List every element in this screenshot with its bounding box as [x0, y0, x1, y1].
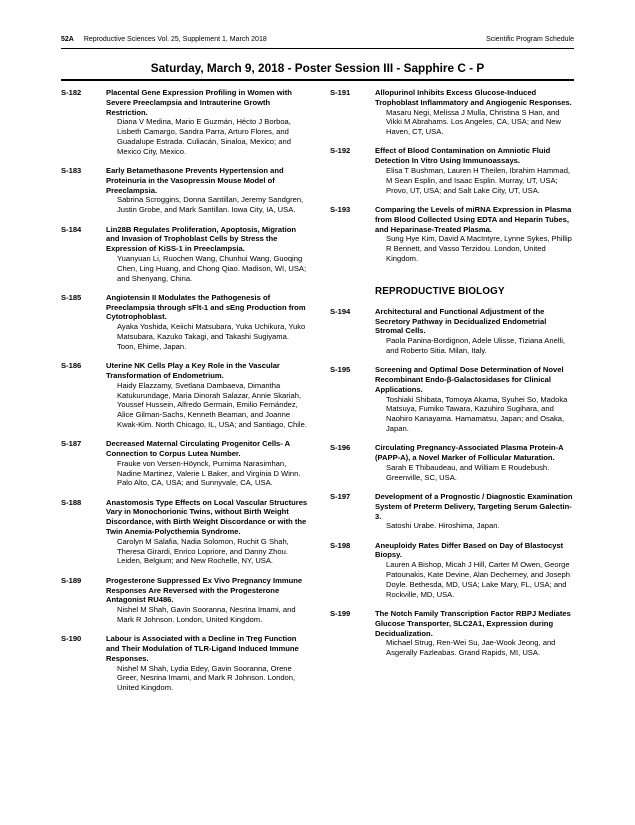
abstract-authors: Carolyn M Salafia, Nadia Solomon, Ruchit G Shah, Theresa Girardi, Enrico Lopriore, and Danny Zhou. Leiden, Belgium; and New Rochelle, NY, USA.	[117, 536, 289, 566]
abstract-entry	[330, 205, 575, 264]
abstract-id: S-183	[61, 166, 82, 176]
abstract-title: Decreased Maternal Circulating Progenitor Cells- A Connection to Corpus Lutea Number.	[106, 439, 290, 458]
abstract-id: S-191	[330, 88, 351, 97]
abstract-title: Effect of Blood Contamination on Amniotic Fluid Detection In Vitro Using Immunoassays.	[375, 146, 551, 166]
abstract-entry	[330, 88, 575, 137]
abstract-title: Uterine NK Cells Play a Key Role in the Vascular Transformation of Endometrium.	[106, 361, 280, 380]
section-name: Scientific Program Schedule	[486, 36, 574, 43]
abstract-authors: Elisa T Bushman, Lauren H Theilen, Ibrahim Hammad, M Sean Esplin, and Isaac Esplin. Murray, UT, USA; Provo, UT, USA; and Salt Lake City, UT, USA.	[386, 166, 571, 195]
abstract-entry	[330, 541, 575, 600]
abstract-id: S-188	[61, 497, 82, 507]
abstract-entry	[61, 88, 309, 157]
abstract-id: S-192	[330, 146, 351, 156]
abstract-id: S-190	[61, 634, 82, 644]
abstract-entry	[61, 576, 309, 625]
abstract-entry	[330, 365, 575, 434]
abstract-authors: Paola Panina-Bordignon, Adele Ulisse, Tiziana Anelli, and Roberto Sitia. Milan, Italy.	[386, 336, 565, 355]
abstract-title: Placental Gene Expression Profiling in Women with Severe Preeclampsia and Intrauterine Growth Restriction.	[106, 88, 292, 117]
running-header	[61, 36, 574, 43]
title-rule	[61, 79, 574, 81]
abstract-id: S-194	[330, 306, 351, 316]
abstract-authors: Frauke von Versen-Höynck, Purnima Narasimhan, Nadine Martinez, Valerie L Baker, and Virginia D Winn. Palo Alto, CA, USA; and Sunnyvale, CA, USA.	[117, 458, 301, 488]
section-heading: REPRODUCTIVE BIOLOGY	[375, 285, 505, 297]
abstract-title: The Notch Family Transcription Factor RBPJ Mediates Glucose Transporter, SLC2A1, Expression during Decidualization.	[375, 608, 571, 638]
abstract-authors: Nishel M Shah, Gavin Sooranna, Nesrina Imami, and Mark R Johnson. London, United Kingdom.	[117, 605, 296, 624]
right-column	[330, 88, 575, 667]
abstract-title: Circulating Pregnancy-Associated Plasma Protein-A (PAPP-A), a Novel Marker of Follicular Maturation.	[375, 443, 564, 463]
abstract-authors: Haidy Elazzamy, Svetlana Dambaeva, Dimantha Katukurundage, Maria Dinorah Salazar, Annie Skariah, Youssef Hussein, Alfredo Germain, Emilio Fernández, Alice Gilman-Sachs, Kenneth Beaman, and Joanne Kwak-Kim. North Chicago, IL, USA; and Santiago, Chile.	[117, 380, 307, 429]
abstract-title: Comparing the Levels of miRNA Expression in Plasma from Blood Collected Using EDTA and Heparin Tubes, and Heparinase-Treated Plasma.	[375, 204, 572, 234]
abstract-id: S-189	[61, 575, 82, 585]
abstract-title: Aneuploidy Rates Differ Based on Day of Blastocyst Biopsy.	[375, 540, 564, 560]
abstract-authors: Sarah E Thibaudeau, and William E Roudebush. Greenville, SC, USA.	[386, 462, 550, 482]
left-column	[61, 88, 309, 703]
abstract-entry	[61, 225, 309, 284]
abstract-authors: Sung Hye Kim, David A MacIntyre, Lynne Sykes, Phillip R Bennett, and Vasso Terzidou. London, United Kingdom.	[386, 234, 572, 263]
abstract-id: S-193	[330, 204, 351, 214]
header-rule	[61, 48, 574, 49]
abstract-authors: Michael Strug, Ren-Wei Su, Jae-Wook Jeong, and Asgerally Fazleabas. Grand Rapids, MI, USA.	[386, 638, 556, 658]
abstract-authors: Diana V Medina, Mario E Guzmán, Hécto J Borboa, Lisbeth Camargo, Sandra Parra, Arturo Flores, and Guadalupe Estrada. Culiacán, Sinaloa, Mexico; and Mexico City, Mexico.	[117, 117, 291, 156]
abstract-id: S-197	[330, 492, 351, 501]
abstract-entry	[330, 146, 575, 195]
abstract-entry	[330, 307, 575, 356]
abstract-entry	[330, 443, 575, 482]
abstract-title: Early Betamethasone Prevents Hypertension and Proteinuria in the Vasopressin Mouse Model of Preeclampsia.	[106, 166, 284, 195]
abstract-id: S-187	[61, 439, 82, 449]
abstract-title: Allopurinol Inhibits Excess Glucose-Induced Trophoblast Inflammatory and Angiogenic Responses.	[375, 88, 572, 107]
abstract-title: Progesterone Suppressed Ex Vivo Pregnancy Immune Responses Are Reversed with the Progesterone Antagonist RU486.	[106, 575, 303, 605]
abstract-entry	[330, 609, 575, 658]
abstract-authors: Lauren A Bishop, Micah J Hill, Carter M Owen, George Patounakis, Kate Devine, Alan Decherney, and Joseph Doyle. Bethesda, MD, USA; Lake Mary, FL, USA; and Rockville, MD, USA.	[386, 560, 570, 599]
abstract-entry	[61, 634, 309, 693]
abstract-id: S-185	[61, 292, 82, 302]
abstract-title: Labour is Associated with a Decline in Treg Function and Their Modulation of TLR-Ligand Induced Immune Responses.	[106, 634, 299, 663]
abstract-authors: Satoshi Urabe. Hiroshima, Japan.	[386, 521, 500, 531]
abstract-title: Architectural and Functional Adjustment of the Secretory Pathway in Decidualized Endometrial Stromal Cells.	[375, 306, 547, 336]
abstract-title: Anastomosis Type Effects on Local Vascular Structures Vary in Monochorionic Twins, without Birth Weight Discordance, with Birth Weight Discordance or with the Twin Anemia-Polycthemia Syndrome.	[106, 497, 308, 537]
abstract-entry	[61, 361, 309, 430]
abstract-id: S-182	[61, 88, 82, 97]
abstract-title: Lin28B Regulates Proliferation, Apoptosis, Migration and Invasion of Trophoblast Cells by Stress the Expression of KiSS-1 in Preeclampsia.	[106, 224, 297, 254]
session-title: Saturday, March 9, 2018 - Poster Session III - Sapphire C - P	[150, 61, 485, 75]
abstract-id: S-195	[330, 365, 351, 375]
abstract-entry	[61, 166, 309, 215]
journal-citation: Reproductive Sciences Vol. 25, Supplement 1, March 2018	[83, 36, 267, 43]
abstract-id: S-196	[330, 443, 351, 453]
abstract-entry	[61, 293, 309, 352]
abstract-title: Screening and Optimal Dose Determination of Novel Recombinant Endo-β-Galactosidases for Clinical Applications.	[375, 365, 564, 394]
page-number: 52A	[61, 36, 74, 43]
abstract-authors: Sabrina Scroggins, Donna Santillan, Jeremy Sandgren, Justin Grobe, and Mark Santillan. Iowa City, IA, USA.	[117, 195, 304, 215]
abstract-id: S-184	[61, 224, 82, 234]
abstract-title: Angiotensin II Modulates the Pathogenesis of Preeclampsia through sFlt-1 and sEng Production from Cytotrophoblast.	[106, 292, 306, 322]
abstract-authors: Ayaka Yoshida, Keiichi Matsubara, Yuka Uchikura, Yuko Matsubara, Kazuko Takagi, and Takashi Sugiyama. Toon, Ehime, Japan.	[117, 322, 306, 351]
abstract-authors: Nishel M Shah, Lydia Edey, Gavin Sooranna, Orene Greer, Nesrina Imami, and Mark R Johnson. London, United Kingdom.	[117, 663, 296, 693]
abstract-authors: Yuanyuan Li, Ruochen Wang, Chunhui Wang, Guoqing Chen, Ling Huang, and Chong Qiao. Madison, WI, USA; and Shenyang, China.	[117, 253, 307, 283]
abstract-id: S-186	[61, 361, 82, 371]
abstract-authors: Masaru Negi, Melissa J Mulla, Christina S Han, and Vikki M Abrahams. Los Angeles, CA, USA; and New Haven, CT, USA.	[386, 107, 562, 137]
abstract-id: S-199	[330, 608, 351, 618]
abstract-title: Development of a Prognostic / Diagnostic Examination System of Preterm Delivery, Targeting Serum Galectin-3.	[375, 492, 573, 521]
abstract-authors: Toshiaki Shibata, Tomoya Akama, Syuhei So, Madoka Matsuya, Fumiko Tawara, Kazuhiro Sugihara, and Naohiro Kanayama. Hamamatsu, Japan; and Osaka, Japan.	[386, 394, 568, 434]
abstract-entry	[61, 498, 309, 567]
abstract-entry	[61, 439, 309, 488]
abstract-id: S-198	[330, 540, 351, 550]
abstract-entry	[330, 492, 575, 531]
